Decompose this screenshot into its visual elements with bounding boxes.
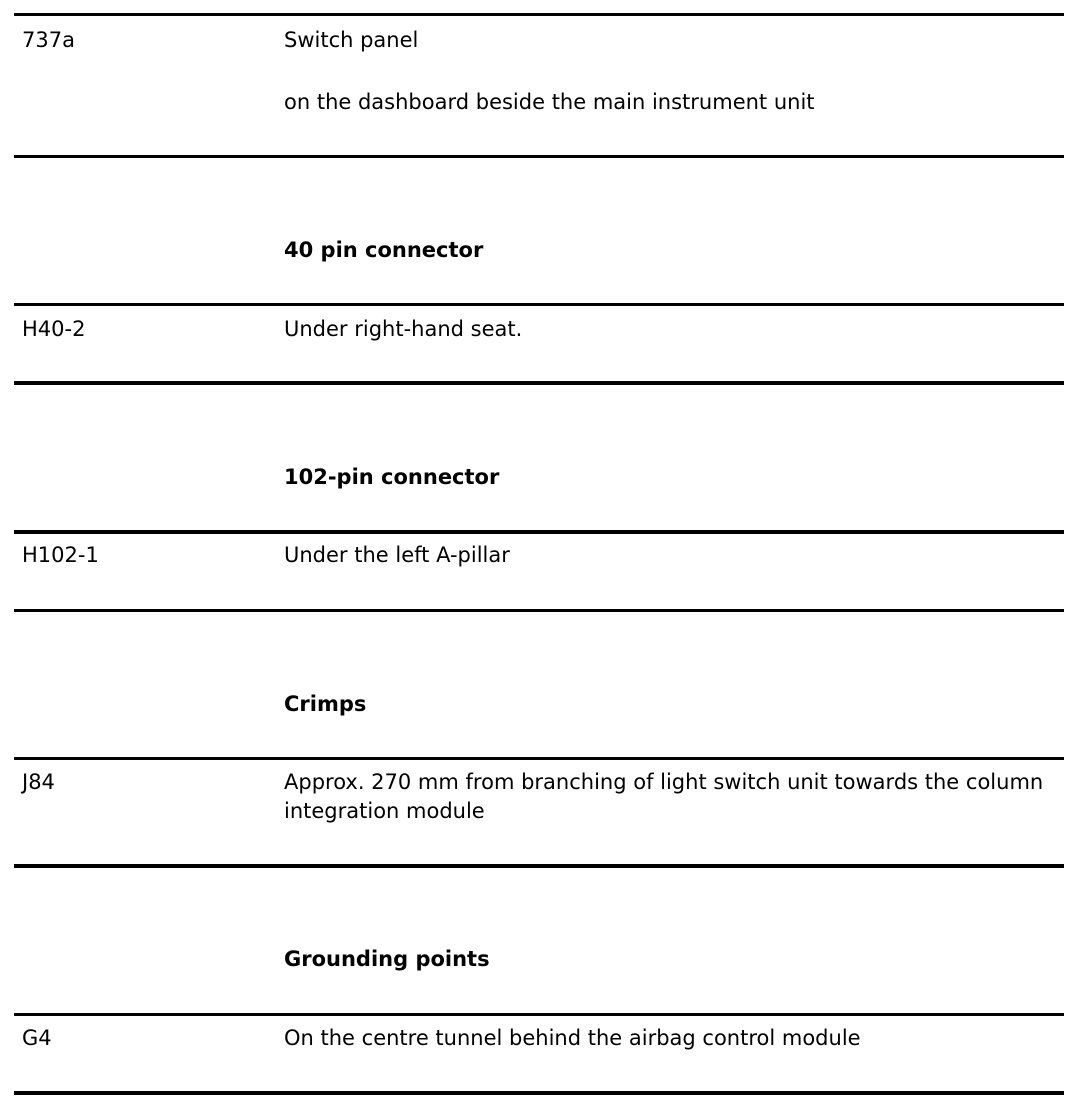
table-rule	[14, 155, 1064, 158]
component-name: Switch panel	[284, 28, 419, 52]
table-rule	[14, 530, 1064, 534]
section-heading: 40 pin connector	[284, 238, 484, 262]
component-location: Under the left A-pillar	[284, 543, 510, 567]
component-location: Approx. 270 mm from branching of light switch unit towards the column integration module	[284, 770, 1044, 823]
section-heading: Grounding points	[284, 947, 490, 971]
table-rule	[14, 864, 1064, 868]
table-rule	[14, 1091, 1064, 1095]
component-code: H102-1	[22, 543, 99, 567]
component-code: H40-2	[22, 317, 86, 341]
table-rule	[14, 13, 1064, 16]
component-location: on the dashboard beside the main instrument unit	[284, 90, 815, 114]
table-rule	[14, 1013, 1064, 1016]
table-rule	[14, 757, 1064, 760]
table-rule	[14, 609, 1064, 612]
table-rule	[14, 303, 1064, 306]
table-rule	[14, 381, 1064, 385]
component-code: 737a	[22, 28, 75, 52]
section-heading: Crimps	[284, 692, 367, 716]
component-location: On the centre tunnel behind the airbag control module	[284, 1026, 861, 1050]
component-code: G4	[22, 1026, 52, 1050]
section-heading: 102-pin connector	[284, 465, 500, 489]
component-code: J84	[22, 770, 55, 794]
component-location: Under right-hand seat.	[284, 317, 523, 341]
